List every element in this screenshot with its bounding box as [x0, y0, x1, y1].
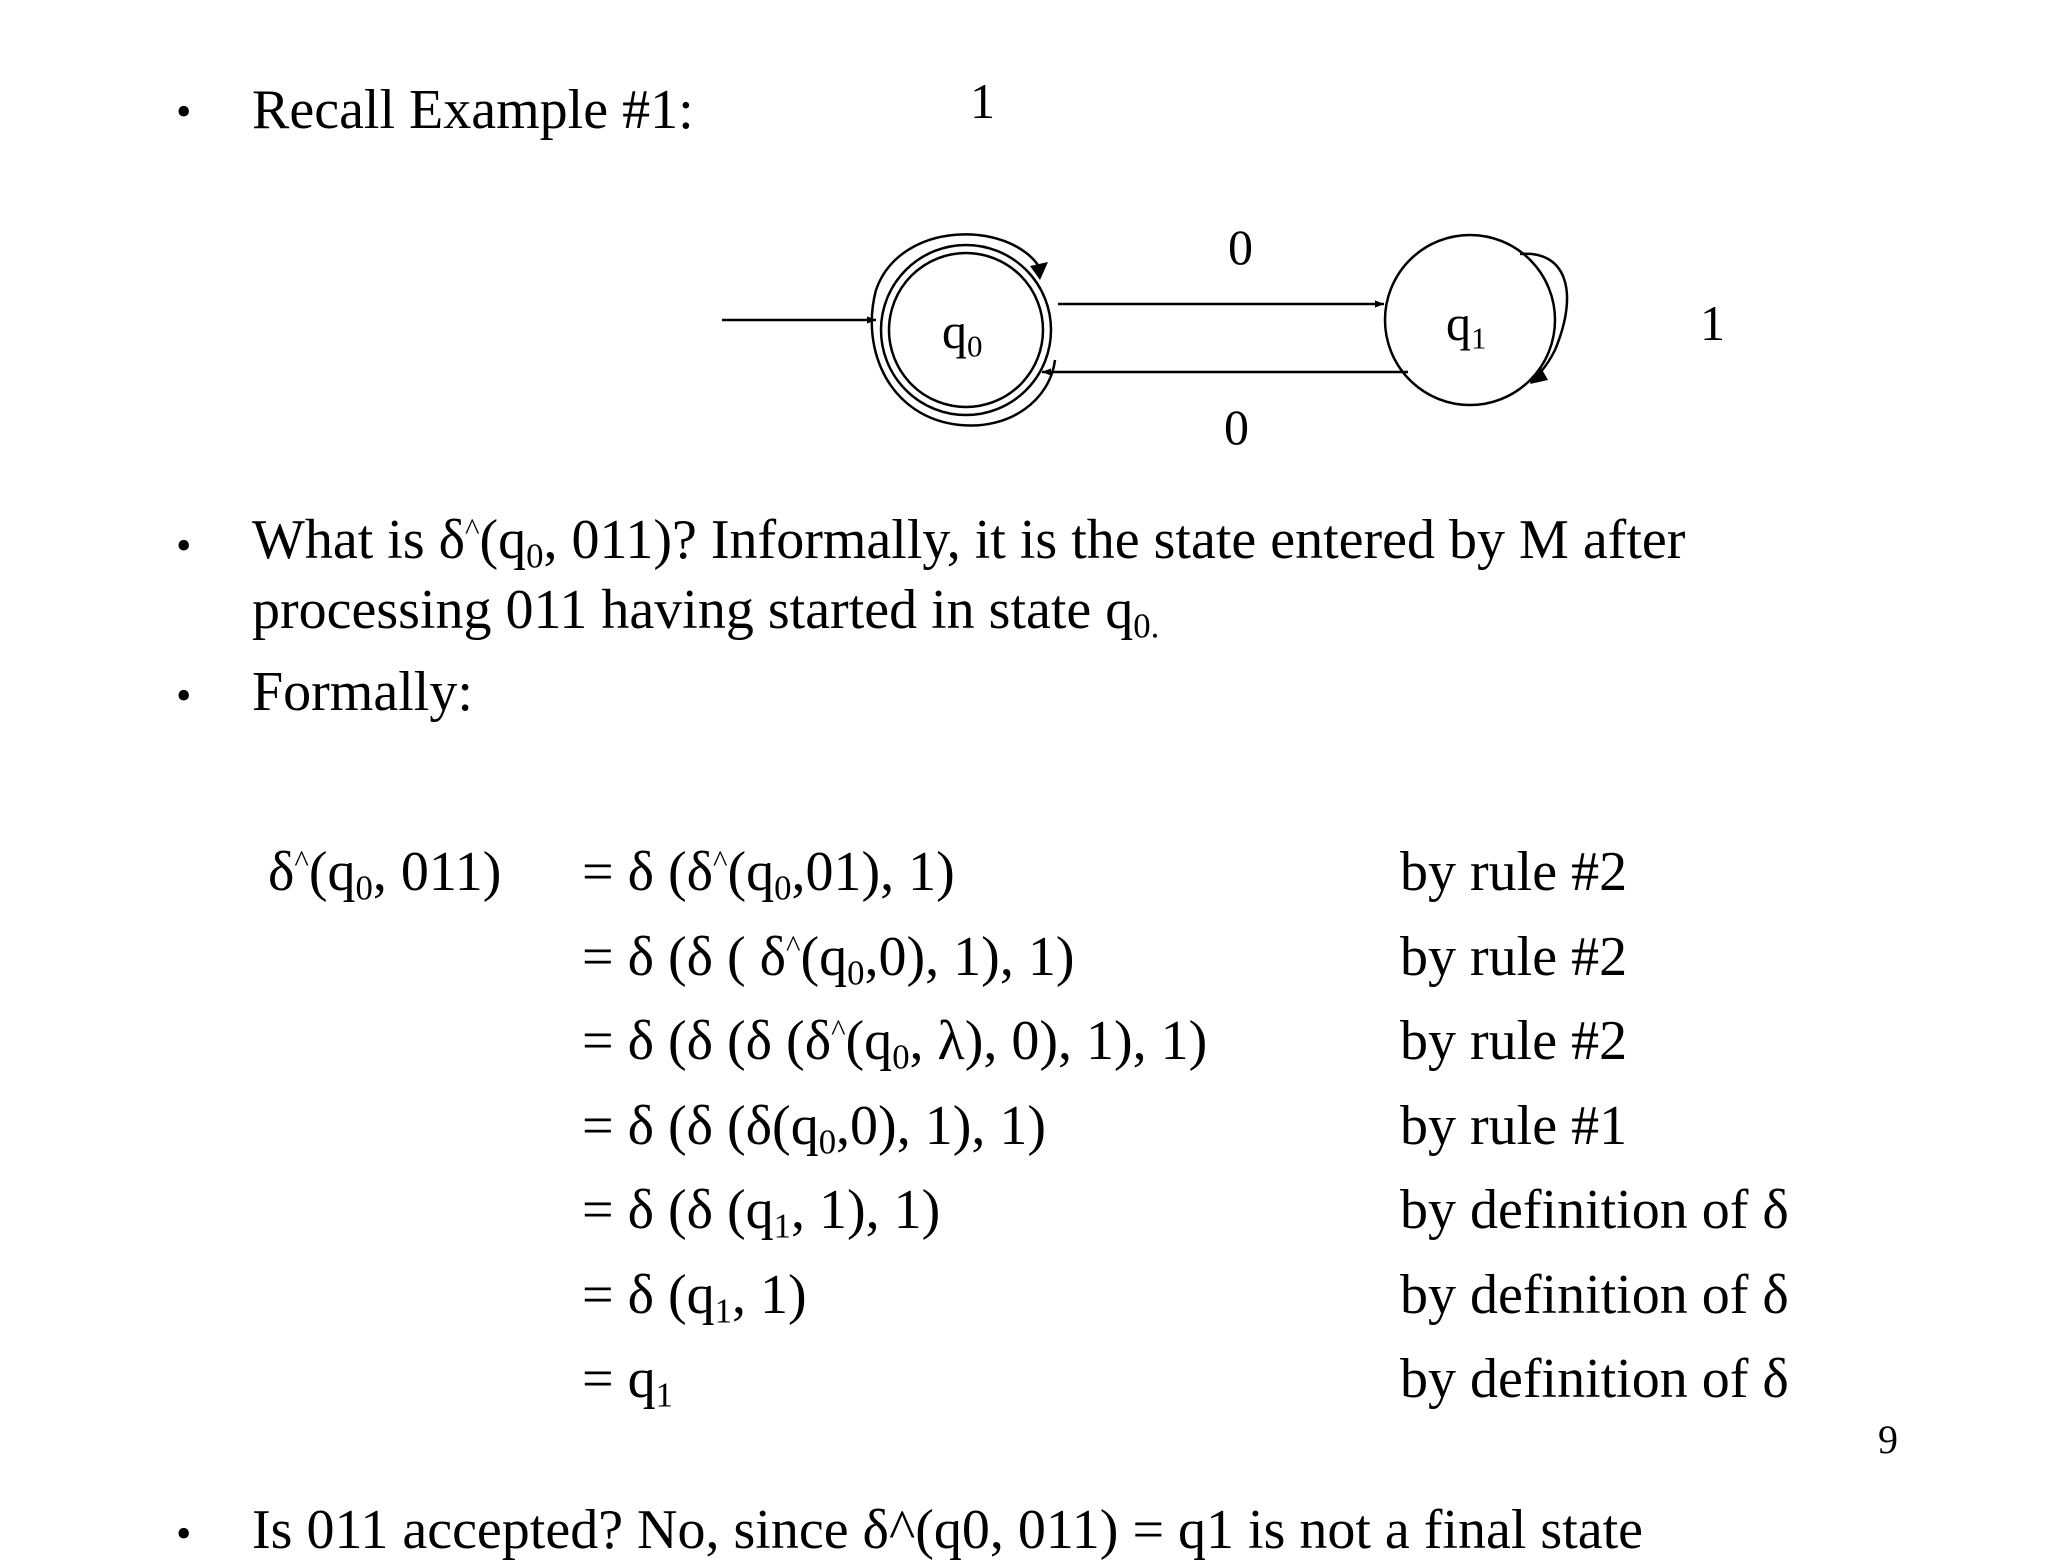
derivation-step-reason: by definition of δ — [1400, 1179, 1789, 1241]
derivation-step-expression: = δ (δ ( $\delta^{\^{}}(q_0,0)$, 1), 1) — [582, 926, 1075, 993]
derivation-step-reason: by rule #2 — [1400, 926, 1628, 988]
bullet-marker: • — [176, 1509, 192, 1558]
bullet-formally: Formally: — [252, 661, 473, 723]
derivation-step-reason: by definition of δ — [1400, 1264, 1789, 1326]
derivation-step-expression: = δ (δ ($q_1$, 1), 1) — [582, 1179, 941, 1246]
derivation-step-reason: by rule #1 — [1400, 1095, 1628, 1157]
loop-q1-label: 1 — [1700, 295, 1725, 351]
derivation-lhs: $\delta^{\^{}}(q_0$, 011) — [268, 841, 502, 908]
derivation-step-expression: = $q_1$ — [582, 1348, 673, 1415]
derivation-step-expression: = δ (δ (δ ($\delta^{\^{}}(q_0$, λ), 0), 1), 1) — [582, 1010, 1208, 1077]
bullet-accepted: Is 011 accepted? No, since δ^(q0, 011) = q1 is not a final state — [252, 1499, 1644, 1561]
page-number: 9 — [1878, 1417, 1898, 1462]
loop-q0-label: 1 — [970, 73, 995, 129]
edge-q0-q1-label: 0 — [1228, 219, 1253, 275]
bullet-marker: • — [176, 87, 192, 136]
state-q1-label: $q_1$ — [1446, 295, 1487, 356]
derivation-step-expression: = δ (δ ($\delta(q_0,0)$, 1), 1) — [582, 1095, 1046, 1162]
bullet-recall-example: Recall Example #1: — [252, 79, 694, 141]
bullet-informal-line2: processing 011 having started in state $q_{0.}$ — [252, 579, 1160, 646]
derivation-step-expression: = δ ($q_1$, 1) — [582, 1264, 807, 1331]
bullet-marker: • — [176, 521, 192, 570]
derivation-step-expression: = δ ($\delta^{\^{}}(q_0,01)$, 1) — [582, 841, 955, 908]
loop-q1-arrowhead — [1530, 366, 1548, 384]
bullet-informal-line1: What is $\delta^{\^{}}(q_0$, 011)? Informally, it is the state entered by M after — [252, 509, 1686, 576]
state-q0-label: $q_0$ — [942, 303, 983, 364]
bullet-marker: • — [176, 671, 192, 720]
edge-q1-q0-label: 0 — [1224, 399, 1249, 455]
derivation-step-reason: by rule #2 — [1400, 1010, 1628, 1072]
dfa-diagram — [0, 0, 2048, 480]
derivation-step-reason: by definition of δ — [1400, 1348, 1789, 1410]
derivation-step-reason: by rule #2 — [1400, 841, 1628, 903]
